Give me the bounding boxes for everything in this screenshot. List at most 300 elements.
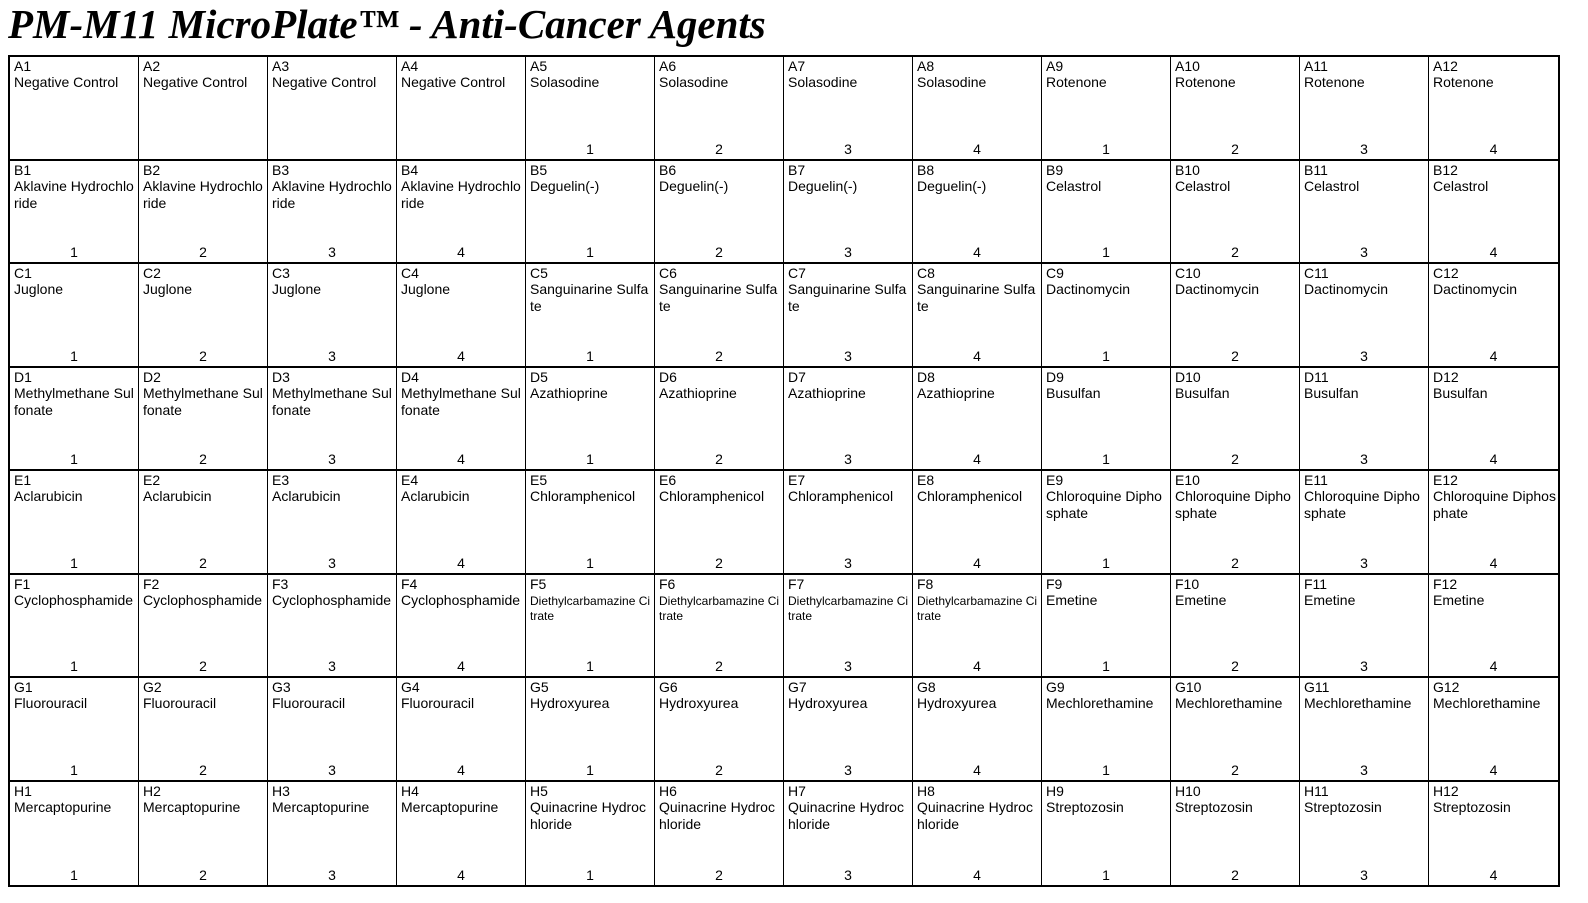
well-b5	[526, 161, 655, 265]
well-id: H7	[788, 782, 806, 799]
concentration-level: 4	[1489, 658, 1498, 674]
compound-name: Sanguinarine Sulfate	[917, 281, 1036, 314]
concentration-level: 1	[70, 554, 78, 571]
well-g2	[139, 678, 268, 782]
compound-name: Chloroquine Diphosphate	[1046, 488, 1162, 521]
well-e3	[268, 471, 397, 575]
compound-name: Mechlorethamine	[1304, 695, 1412, 711]
concentration-level: 1	[1102, 347, 1110, 364]
compound-name: Methylmethane Sulfonate	[272, 384, 392, 418]
well-f2	[139, 575, 268, 679]
well-f10	[1171, 575, 1300, 679]
well-id: C9	[1046, 265, 1064, 281]
well-b10	[1171, 161, 1300, 265]
concentration-level: 4	[457, 658, 465, 674]
compound-name: Celastrol	[1046, 177, 1102, 194]
well-id: C2	[143, 265, 161, 281]
compound-name: Sanguinarine Sulfate	[530, 281, 649, 314]
compound-name: Chloramphenicol	[917, 488, 1023, 504]
concentration-level: 4	[973, 761, 981, 778]
well-d4	[397, 368, 526, 472]
well-id: B12	[1433, 161, 1458, 178]
well-a1	[10, 57, 139, 161]
compound-name: Methylmethane Sulfonate	[401, 384, 521, 418]
compound-name: Azathioprine	[530, 384, 608, 401]
well-id: G9	[1046, 679, 1065, 695]
compound-name: Solasodine	[659, 74, 729, 90]
well-id: F11	[1304, 575, 1328, 592]
well-f1	[10, 575, 139, 679]
compound-name: Busulfan	[1433, 384, 1488, 401]
well-g6	[655, 678, 784, 782]
well-h1	[10, 782, 139, 886]
well-a12	[1429, 57, 1558, 161]
concentration-level: 1	[1102, 140, 1110, 157]
well-c11	[1300, 264, 1429, 368]
well-id: C5	[530, 265, 548, 281]
well-d5	[526, 368, 655, 472]
well-id: B5	[530, 161, 548, 178]
compound-name: Mechlorethamine	[1433, 695, 1541, 711]
well-b9	[1042, 161, 1171, 265]
compound-name: Hydroxyurea	[530, 695, 610, 711]
well-g5	[526, 678, 655, 782]
well-id: F7	[788, 575, 805, 592]
concentration-level: 3	[328, 554, 336, 571]
concentration-level: 2	[1231, 347, 1239, 364]
well-id: D6	[659, 368, 677, 385]
concentration-level: 4	[457, 554, 465, 571]
well-h4	[397, 782, 526, 886]
concentration-level: 1	[1102, 451, 1110, 467]
well-h5	[526, 782, 655, 886]
well-id: B9	[1046, 161, 1064, 178]
concentration-level: 2	[715, 140, 723, 157]
well-id: G10	[1175, 679, 1202, 695]
page-title: PM-M11 MicroPlate™ - Anti-Cancer Agents	[8, 1, 766, 47]
well-c4	[397, 264, 526, 368]
well-id: B8	[917, 161, 935, 178]
well-f7	[784, 575, 913, 679]
concentration-level: 1	[1102, 554, 1110, 571]
well-c5	[526, 264, 655, 368]
compound-name: Negative Control	[272, 74, 377, 90]
well-d7	[784, 368, 913, 472]
concentration-level: 3	[1360, 451, 1368, 467]
well-g3	[268, 678, 397, 782]
well-id: E7	[788, 472, 806, 488]
well-h11	[1300, 782, 1429, 886]
well-f9	[1042, 575, 1171, 679]
well-a7	[784, 57, 913, 161]
well-e1	[10, 471, 139, 575]
concentration-level: 2	[715, 451, 723, 467]
concentration-level: 1	[70, 761, 78, 778]
concentration-level: 1	[586, 347, 594, 364]
well-id: H3	[272, 782, 290, 799]
well-a3	[268, 57, 397, 161]
well-id: B3	[272, 161, 290, 178]
well-c3	[268, 264, 397, 368]
concentration-level: 1	[586, 451, 594, 467]
well-h8	[913, 782, 1042, 886]
well-e9	[1042, 471, 1171, 575]
compound-name: Azathioprine	[659, 384, 737, 401]
concentration-level: 3	[1360, 244, 1368, 260]
compound-name: Aclarubicin	[143, 488, 212, 504]
compound-name: Busulfan	[1046, 384, 1101, 401]
compound-name: Juglone	[401, 281, 451, 297]
concentration-level: 4	[457, 867, 465, 883]
compound-name: Emetine	[1046, 591, 1098, 608]
concentration-level: 4	[457, 244, 465, 260]
compound-name: Cyclophosphamide	[14, 591, 134, 608]
concentration-level: 3	[1360, 761, 1368, 778]
well-id: A4	[401, 58, 419, 74]
well-f6	[655, 575, 784, 679]
concentration-level: 3	[844, 761, 852, 778]
compound-name: Hydroxyurea	[788, 695, 868, 711]
well-a4	[397, 57, 526, 161]
well-id: A10	[1175, 58, 1200, 74]
well-c9	[1042, 264, 1171, 368]
concentration-level: 3	[328, 761, 336, 778]
well-a9	[1042, 57, 1171, 161]
concentration-level: 4	[1489, 867, 1498, 883]
compound-name: Fluorouracil	[272, 695, 346, 711]
well-id: F2	[143, 575, 160, 592]
well-g8	[913, 678, 1042, 782]
well-f12	[1429, 575, 1558, 679]
well-e5	[526, 471, 655, 575]
well-g4	[397, 678, 526, 782]
well-a8	[913, 57, 1042, 161]
concentration-level: 2	[199, 244, 207, 260]
concentration-level: 3	[1360, 347, 1368, 364]
well-id: E8	[917, 472, 935, 488]
well-id: E9	[1046, 472, 1064, 488]
well-id: A1	[14, 58, 32, 74]
concentration-level: 3	[1360, 140, 1368, 157]
concentration-level: 3	[1360, 554, 1368, 571]
concentration-level: 2	[1231, 761, 1239, 778]
well-id: A8	[917, 58, 935, 74]
compound-name: Diethylcarbamazine Citrate	[917, 593, 1038, 623]
well-c1	[10, 264, 139, 368]
compound-name: Rotenone	[1304, 74, 1365, 90]
compound-name: Busulfan	[1175, 384, 1230, 401]
well-a2	[139, 57, 268, 161]
well-id: F5	[530, 575, 547, 592]
concentration-level: 4	[973, 658, 981, 674]
well-id: A9	[1046, 58, 1064, 74]
compound-name: Juglone	[14, 281, 64, 297]
compound-name: Aklavine Hydrochloride	[143, 177, 263, 211]
compound-name: Mechlorethamine	[1046, 695, 1154, 711]
compound-name: Rotenone	[1433, 74, 1494, 90]
well-h3	[268, 782, 397, 886]
compound-name: Fluorouracil	[143, 695, 217, 711]
well-id: D12	[1433, 368, 1459, 385]
well-id: E4	[401, 472, 419, 488]
well-g12	[1429, 678, 1558, 782]
compound-name: Aklavine Hydrochloride	[401, 177, 521, 211]
well-c12	[1429, 264, 1558, 368]
well-id: G4	[401, 679, 420, 695]
well-id: A12	[1433, 58, 1458, 74]
well-id: A6	[659, 58, 677, 74]
compound-name: Chloroquine Diphosphate	[1175, 488, 1291, 521]
concentration-level: 4	[457, 347, 465, 364]
compound-name: Streptozosin	[1046, 798, 1124, 815]
well-id: D5	[530, 368, 548, 385]
well-h2	[139, 782, 268, 886]
compound-name: Fluorouracil	[401, 695, 475, 711]
concentration-level: 3	[844, 347, 852, 364]
well-d10	[1171, 368, 1300, 472]
well-id: G3	[272, 679, 291, 695]
concentration-level: 2	[1231, 554, 1239, 571]
concentration-level: 3	[844, 140, 852, 157]
concentration-level: 4	[1489, 554, 1498, 571]
concentration-level: 3	[328, 347, 336, 364]
concentration-level: 3	[844, 244, 852, 260]
well-g7	[784, 678, 913, 782]
compound-name: Aklavine Hydrochloride	[14, 177, 134, 211]
well-id: G12	[1433, 679, 1460, 695]
compound-name: Sanguinarine Sulfate	[659, 281, 778, 314]
concentration-level: 4	[1489, 244, 1498, 260]
well-c8	[913, 264, 1042, 368]
compound-name: Streptozosin	[1304, 798, 1382, 815]
concentration-level: 3	[1360, 658, 1368, 674]
compound-name: Mercaptopurine	[14, 798, 112, 815]
well-id: A5	[530, 58, 548, 74]
well-b2	[139, 161, 268, 265]
compound-name: Mechlorethamine	[1175, 695, 1283, 711]
compound-name: Aklavine Hydrochloride	[272, 177, 392, 211]
well-f8	[913, 575, 1042, 679]
well-id: C12	[1433, 265, 1459, 281]
well-a6	[655, 57, 784, 161]
well-id: E5	[530, 472, 548, 488]
well-e7	[784, 471, 913, 575]
well-c10	[1171, 264, 1300, 368]
well-b4	[397, 161, 526, 265]
concentration-level: 3	[844, 451, 852, 467]
well-id: B1	[14, 161, 32, 178]
well-id: C7	[788, 265, 806, 281]
concentration-level: 2	[715, 554, 723, 571]
well-id: B6	[659, 161, 677, 178]
concentration-level: 1	[1102, 867, 1110, 883]
compound-name: Negative Control	[143, 74, 248, 90]
well-id: E11	[1304, 472, 1328, 488]
well-b12	[1429, 161, 1558, 265]
well-d12	[1429, 368, 1558, 472]
well-e10	[1171, 471, 1300, 575]
compound-name: Mercaptopurine	[272, 798, 370, 815]
well-id: D11	[1304, 368, 1329, 385]
well-id: G2	[143, 679, 162, 695]
concentration-level: 4	[457, 451, 465, 467]
compound-name: Juglone	[272, 281, 322, 297]
well-id: E1	[14, 472, 32, 488]
well-a11	[1300, 57, 1429, 161]
well-id: H12	[1433, 782, 1459, 799]
well-id: D9	[1046, 368, 1064, 385]
compound-name: Methylmethane Sulfonate	[14, 384, 134, 418]
well-id: D10	[1175, 368, 1201, 385]
well-id: H9	[1046, 782, 1064, 799]
well-id: A3	[272, 58, 290, 74]
well-b1	[10, 161, 139, 265]
well-g10	[1171, 678, 1300, 782]
compound-name: Aclarubicin	[401, 488, 470, 504]
well-g1	[10, 678, 139, 782]
concentration-level: 2	[199, 761, 207, 778]
compound-name: Azathioprine	[788, 384, 866, 401]
concentration-level: 1	[586, 658, 594, 674]
compound-name: Streptozosin	[1433, 798, 1511, 815]
well-id: F1	[14, 575, 31, 592]
compound-name: Deguelin(-)	[788, 177, 858, 194]
well-id: C8	[917, 265, 935, 281]
compound-name: Fluorouracil	[14, 695, 88, 711]
well-id: C1	[14, 265, 32, 281]
compound-name: Diethylcarbamazine Citrate	[788, 593, 909, 623]
compound-name: Sanguinarine Sulfate	[788, 281, 907, 314]
well-id: G5	[530, 679, 549, 695]
compound-name: Cyclophosphamide	[401, 591, 521, 608]
concentration-level: 4	[457, 761, 465, 778]
well-id: H4	[401, 782, 419, 799]
well-b3	[268, 161, 397, 265]
well-id: F8	[917, 575, 934, 592]
well-e8	[913, 471, 1042, 575]
well-id: A11	[1304, 58, 1328, 74]
well-id: G7	[788, 679, 807, 695]
compound-name: Rotenone	[1046, 74, 1107, 90]
concentration-level: 1	[70, 658, 78, 674]
compound-name: Negative Control	[401, 74, 506, 90]
concentration-level: 4	[1489, 347, 1498, 364]
compound-name: Dactinomycin	[1304, 281, 1389, 297]
concentration-level: 2	[199, 347, 207, 364]
well-id: D8	[917, 368, 935, 385]
well-g11	[1300, 678, 1429, 782]
compound-name: Negative Control	[14, 74, 119, 90]
compound-name: Hydroxyurea	[659, 695, 739, 711]
compound-name: Celastrol	[1175, 177, 1231, 194]
concentration-level: 4	[1489, 140, 1498, 157]
compound-name: Quinacrine Hydrochloride	[530, 798, 646, 832]
concentration-level: 3	[844, 867, 852, 883]
compound-name: Aclarubicin	[14, 488, 83, 504]
concentration-level: 1	[70, 867, 78, 883]
well-id: H2	[143, 782, 161, 799]
compound-name: Solasodine	[917, 74, 987, 90]
well-id: H5	[530, 782, 548, 799]
compound-name: Deguelin(-)	[659, 177, 729, 194]
well-id: D1	[14, 368, 32, 385]
well-id: C6	[659, 265, 677, 281]
concentration-level: 4	[973, 347, 981, 364]
well-a5	[526, 57, 655, 161]
concentration-level: 1	[70, 347, 78, 364]
well-b8	[913, 161, 1042, 265]
compound-name: Emetine	[1175, 591, 1227, 608]
well-id: D3	[272, 368, 290, 385]
well-id: F10	[1175, 575, 1200, 592]
well-id: C3	[272, 265, 290, 281]
concentration-level: 3	[328, 244, 336, 260]
well-e12	[1429, 471, 1558, 575]
compound-name: Methylmethane Sulfonate	[143, 384, 263, 418]
concentration-level: 1	[1102, 244, 1110, 260]
concentration-level: 1	[586, 761, 594, 778]
concentration-level: 2	[715, 761, 723, 778]
concentration-level: 1	[586, 554, 594, 571]
concentration-level: 4	[973, 140, 981, 157]
well-h6	[655, 782, 784, 886]
well-id: E6	[659, 472, 677, 488]
well-id: A2	[143, 58, 161, 74]
well-id: B7	[788, 161, 806, 178]
well-id: E10	[1175, 472, 1200, 488]
concentration-level: 3	[328, 451, 336, 467]
well-id: F6	[659, 575, 676, 592]
concentration-level: 1	[70, 244, 78, 260]
compound-name: Dactinomycin	[1175, 281, 1260, 297]
well-id: B2	[143, 161, 161, 178]
concentration-level: 2	[199, 658, 207, 674]
compound-name: Chloramphenicol	[659, 488, 765, 504]
compound-name: Hydroxyurea	[917, 695, 997, 711]
well-id: C4	[401, 265, 419, 281]
compound-name: Mercaptopurine	[143, 798, 241, 815]
concentration-level: 2	[715, 347, 723, 364]
compound-name: Quinacrine Hydrochloride	[788, 798, 904, 832]
concentration-level: 2	[1231, 140, 1239, 157]
well-c7	[784, 264, 913, 368]
well-d11	[1300, 368, 1429, 472]
concentration-level: 2	[1231, 244, 1239, 260]
concentration-level: 2	[199, 554, 207, 571]
concentration-level: 4	[973, 867, 981, 883]
well-g9	[1042, 678, 1171, 782]
compound-name: Rotenone	[1175, 74, 1236, 90]
concentration-level: 2	[1231, 451, 1239, 467]
well-id: B4	[401, 161, 419, 178]
compound-name: Celastrol	[1304, 177, 1360, 194]
compound-name: Solasodine	[530, 74, 600, 90]
concentration-level: 3	[844, 554, 852, 571]
compound-name: Azathioprine	[917, 384, 995, 401]
well-id: G1	[14, 679, 33, 695]
well-id: H1	[14, 782, 32, 799]
concentration-level: 4	[973, 451, 981, 467]
well-h10	[1171, 782, 1300, 886]
compound-name: Chloramphenicol	[788, 488, 894, 504]
well-id: F9	[1046, 575, 1063, 592]
concentration-level: 1	[586, 140, 594, 157]
well-e11	[1300, 471, 1429, 575]
concentration-level: 3	[844, 658, 852, 674]
concentration-level: 1	[1102, 761, 1110, 778]
well-d8	[913, 368, 1042, 472]
well-id: E3	[272, 472, 290, 488]
